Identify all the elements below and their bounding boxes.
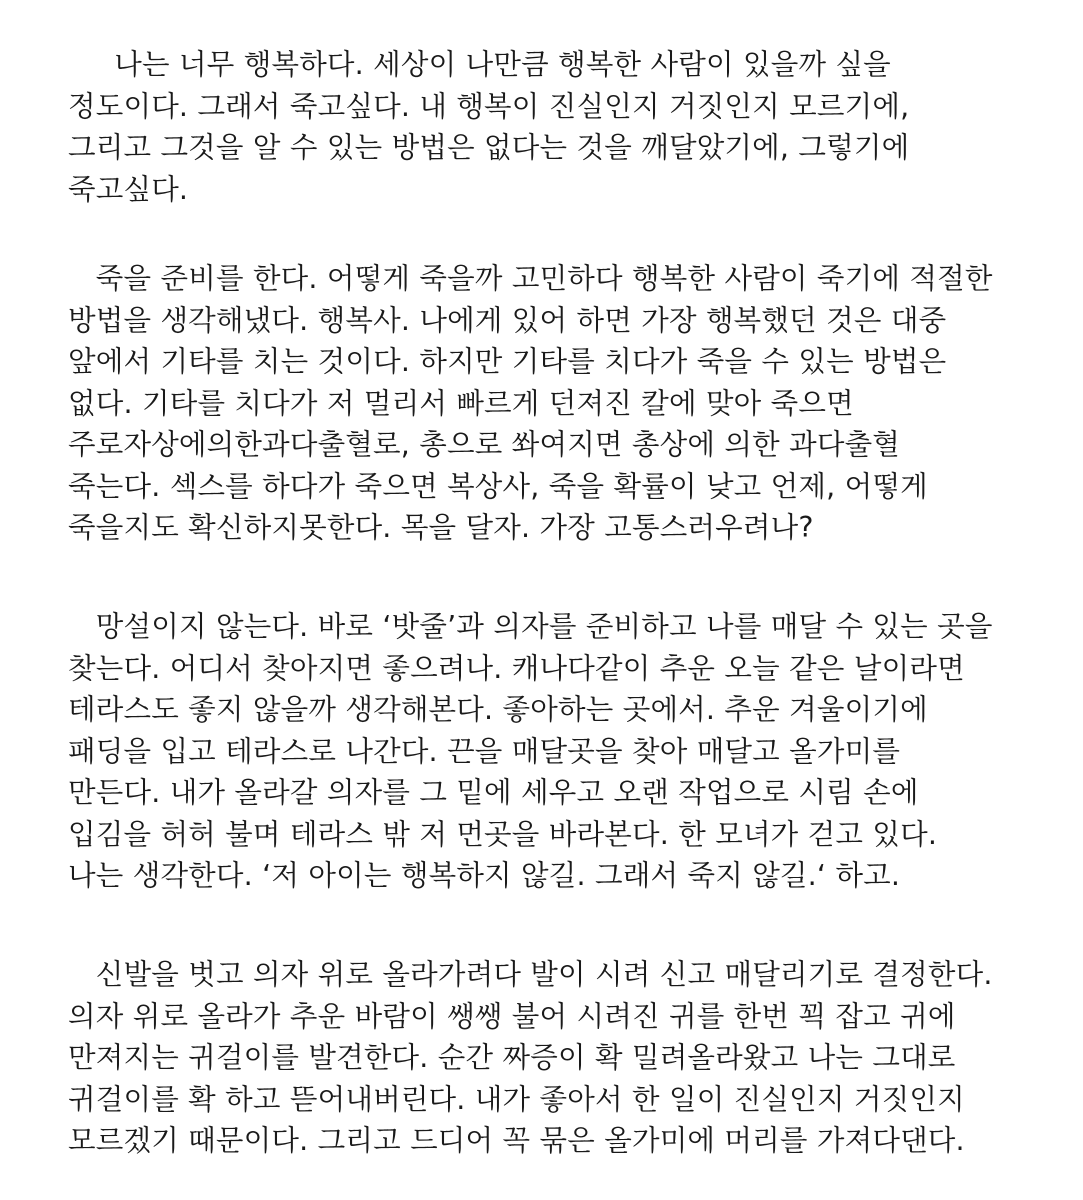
- text-line: 만져지는 귀걸이를 발견한다. 순간 짜증이 확 밀려올라왔고 나는 그대로: [68, 1041, 956, 1074]
- text-line: 모르겠기 때문이다. 그리고 드디어 꼭 묶은 올가미에 머리를 가져다댄다.: [68, 1124, 965, 1157]
- paragraph-2: [68, 258, 1068, 549]
- text-line: 죽고싶다.: [68, 172, 189, 206]
- text-line: 만든다. 내가 올라갈 의자를 그 밑에 세우고 오랜 작업으로 시림 손에: [68, 776, 919, 809]
- text-line: 없다. 기타를 치다가 저 멀리서 빠르게 던져진 칼에 맞아 죽으면: [68, 386, 854, 420]
- text-line: 죽을지도 확신하지못한다. 목을 달자. 가장 고통스러우려나?: [68, 511, 814, 544]
- paragraph-4: [68, 954, 1068, 1162]
- text-line: 귀걸이를 확 하고 뜯어내버린다. 내가 좋아서 한 일이 진실인지 거짓인지: [68, 1082, 965, 1116]
- text-line: 신발을 벗고 의자 위로 올라가려다 발이 시려 신고 매달리기로 결정한다.: [68, 958, 993, 991]
- text-line: 의자 위로 올라가 추운 바람이 쌩쌩 불어 시려진 귀를 한번 꾁 잡고 귀에: [68, 999, 956, 1033]
- text-line: 정도이다. 그래서 죽고싶다. 내 행복이 진실인지 거짓인지 모르기에,: [68, 89, 910, 123]
- paragraph-3: [68, 606, 1068, 897]
- text-line: 찾는다. 어디서 찾아지면 좋으려나. 캐나다같이 추운 오늘 같은 날이라면: [68, 651, 965, 685]
- text-line: 방법을 생각해냈다. 행복사. 나에게 있어 하면 가장 행복했던 것은 대중: [68, 303, 947, 337]
- text-line: 나는 너무 행복하다. 세상이 나만큼 행복한 사람이 있을까 싶을: [68, 48, 891, 81]
- text-line: 죽을 준비를 한다. 어떻게 죽을까 고민하다 행복한 사람이 죽기에 적절한: [68, 262, 993, 295]
- text-line: 망설이지 않는다. 바로 ‘밧줄’과 의자를 준비하고 나를 매달 수 있는 곳을: [68, 610, 993, 643]
- text-line: 죽는다. 섹스를 하다가 죽으면 복상사, 죽을 확률이 낮고 언제, 어떻게: [68, 469, 928, 503]
- text-line: 그리고 그것을 알 수 있는 방법은 없다는 것을 깨달았기에, 그렇기에: [68, 131, 910, 164]
- text-line: 주로자상에의한과다출혈로, 총으로 쏴여지면 총상에 의한 과다출혈: [68, 428, 901, 461]
- text-line: 앞에서 기타를 치는 것이다. 하지만 기타를 치다가 죽을 수 있는 방법은: [68, 345, 947, 378]
- text-line: 나는 생각한다. ‘저 아이는 행복하지 않길. 그래서 죽지 않길.‘ 하고.: [68, 859, 901, 892]
- text-line: 입김을 허허 불며 테라스 밖 저 먼곳을 바라본다. 한 모녀가 걷고 있다.: [68, 817, 938, 851]
- text-line: 테라스도 좋지 않을까 생각해본다. 좋아하는 곳에서. 추운 겨울이기에: [68, 693, 928, 726]
- paragraph-1: [68, 44, 1068, 210]
- text-line: 패딩을 입고 테라스로 나간다. 끈을 매달곳을 찾아 매달고 올가미를: [68, 734, 901, 768]
